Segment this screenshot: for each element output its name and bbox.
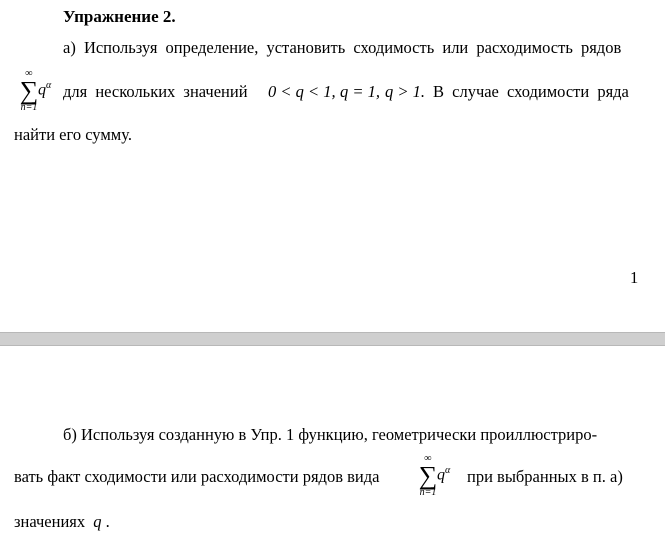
part-b-series-term — [437, 465, 450, 484]
sum-lower-limit: n=1 — [20, 102, 38, 113]
sigma-icon: ∑ — [19, 76, 39, 105]
part-a-line-2-tail: В случае сходимости ряда — [433, 82, 629, 101]
part-a-line-1: а) Используя определение, установить сходимость или расходимость рядов — [63, 38, 622, 57]
exercise-title: Упражнение 2. — [63, 7, 176, 26]
sigma-icon: ∑ — [418, 461, 438, 490]
page-number: 1 — [630, 268, 639, 287]
part-b-line-3 — [14, 512, 110, 532]
term-exponent: α — [46, 80, 52, 91]
variable-q: q — [93, 512, 102, 531]
sum-upper-limit: ∞ — [424, 453, 432, 464]
term-exponent: α — [445, 465, 451, 476]
part-a-line-2-text: для нескольких значений — [63, 82, 248, 101]
term-base: q — [38, 81, 46, 99]
sum-upper-limit: ∞ — [25, 68, 33, 79]
part-b-line-2-head: вать факт сходимости или расходимости рядов вида — [14, 467, 380, 486]
page-break-divider — [0, 332, 665, 346]
term-base: q — [437, 466, 445, 484]
sum-lower-limit: n=1 — [419, 487, 437, 498]
condition-q-gt-1: q > 1. — [385, 82, 426, 101]
part-a-line-3: найти его сумму. — [14, 125, 132, 144]
part-b-line-3-tail: . — [105, 512, 110, 531]
condition-0-q-1: 0 < q < 1, — [268, 82, 336, 101]
condition-q-eq-1: q = 1, — [340, 82, 381, 101]
part-b-line-2-tail: при выбранных в п. а) — [467, 467, 623, 486]
part-b-line-3-head: значениях — [14, 512, 86, 531]
part-b-line-1: б) Используя созданную в Упр. 1 функцию, геометрически проиллюстриро- — [63, 425, 598, 444]
part-a-series-term — [38, 80, 51, 99]
